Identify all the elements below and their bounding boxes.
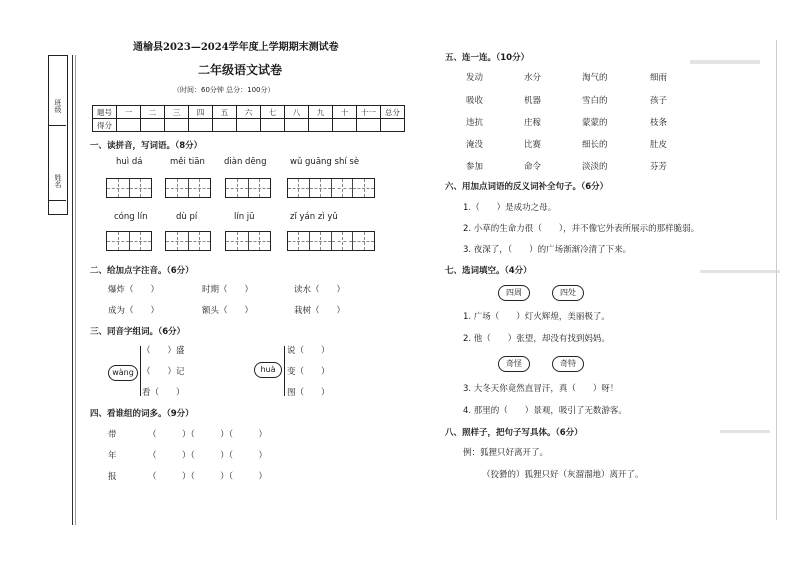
- score-cell[interactable]: [237, 119, 261, 132]
- table-cell: 十一: [357, 106, 381, 119]
- pinyin-cloud: wàng: [108, 365, 138, 381]
- score-cell[interactable]: [213, 119, 237, 132]
- brace: [284, 346, 285, 396]
- q6-item[interactable]: 2. 小草的生命力很（ ），并不像它外表所展示的那样脆弱。: [463, 224, 700, 234]
- q5-col4[interactable]: 肚皮: [650, 140, 668, 150]
- q5-col3[interactable]: 雪白的: [582, 96, 608, 106]
- binding-class-label: 班级: [49, 86, 66, 126]
- table-cell: 九: [309, 106, 333, 119]
- table-cell: 六: [237, 106, 261, 119]
- school-title: 通榆县2023—2024学年度上学期期末测试卷: [133, 42, 339, 53]
- score-cell[interactable]: [117, 119, 141, 132]
- score-cell[interactable]: [261, 119, 285, 132]
- q4-title: 四、看谁组的词多。（9分）: [90, 409, 194, 419]
- right-edge-line: [776, 40, 777, 520]
- q5-col2[interactable]: 比赛: [524, 140, 542, 150]
- score-cell[interactable]: [333, 119, 357, 132]
- q7-item[interactable]: 4. 那里的（ ）景观，吸引了无数游客。: [463, 406, 627, 416]
- brace: [140, 346, 141, 396]
- writing-box[interactable]: [225, 178, 271, 198]
- q7-item[interactable]: 3. 大冬天你竟然直冒汗，真（ ）呀！: [463, 384, 619, 394]
- table-cell: 十: [333, 106, 357, 119]
- writing-box[interactable]: [106, 178, 152, 198]
- q5-col4[interactable]: 孩子: [650, 96, 668, 106]
- table-cell: 题号: [93, 106, 117, 119]
- binding-line: [72, 55, 73, 525]
- q4-char: 带: [108, 430, 117, 440]
- q5-col2[interactable]: 庄稼: [524, 118, 542, 128]
- score-table-header-row: [93, 106, 405, 119]
- q5-col1[interactable]: 吸收: [466, 96, 484, 106]
- score-cell[interactable]: [285, 119, 309, 132]
- q1-pinyin: dù pí: [176, 212, 198, 222]
- q5-col1[interactable]: 违抗: [466, 118, 484, 128]
- score-table: [92, 105, 405, 132]
- subject-title: 二年级语文试卷: [198, 63, 283, 77]
- q5-col1[interactable]: 参加: [466, 162, 484, 172]
- q3-item[interactable]: 看（ ）: [142, 388, 185, 398]
- q4-blanks[interactable]: （ ）（ ）（ ）: [148, 430, 268, 440]
- score-table-score-row: [93, 119, 405, 132]
- q2-item[interactable]: 栽树（ ）: [294, 306, 346, 316]
- q7-title: 七、选词填空。（4分）: [445, 266, 532, 276]
- q6-item[interactable]: 1.（ ）是成功之母。: [463, 203, 557, 213]
- q8-answer: （狡猾的）狐狸只好（灰溜溜地）离开了。: [482, 470, 644, 480]
- table-cell: 七: [261, 106, 285, 119]
- q7-item[interactable]: 1. 广场（ ）灯火辉煌，美丽极了。: [463, 312, 610, 322]
- binding-name-label: 姓名: [49, 161, 66, 201]
- score-cell[interactable]: [141, 119, 165, 132]
- q2-item[interactable]: 时期（ ）: [202, 285, 254, 295]
- q7-item[interactable]: 2. 他（ ）张望，却没有找到妈妈。: [463, 334, 610, 344]
- score-cell[interactable]: [189, 119, 213, 132]
- option-cloud: 四处: [552, 285, 584, 301]
- q4-blanks[interactable]: （ ）（ ）（ ）: [148, 472, 268, 482]
- table-cell: 三: [165, 106, 189, 119]
- table-cell: 得分: [93, 119, 117, 132]
- q3-item[interactable]: 说（ ）: [287, 346, 330, 356]
- q2-item[interactable]: 爆炸（ ）: [108, 285, 160, 295]
- q3-item[interactable]: （ ）盛: [142, 346, 185, 356]
- score-cell[interactable]: [309, 119, 333, 132]
- writing-box[interactable]: [106, 231, 152, 251]
- q2-item[interactable]: 成为（ ）: [108, 306, 160, 316]
- q5-col1[interactable]: 发动: [466, 73, 484, 83]
- q2-item[interactable]: 额头（ ）: [202, 306, 254, 316]
- q5-title: 五、连一连。（10分）: [445, 53, 530, 63]
- q3-item[interactable]: 变（ ）: [287, 367, 330, 377]
- q5-col1[interactable]: 淹没: [466, 140, 484, 150]
- table-cell: 二: [141, 106, 165, 119]
- q5-col2[interactable]: 水分: [524, 73, 542, 83]
- q5-col2[interactable]: 机器: [524, 96, 542, 106]
- pinyin-cloud: huà: [254, 362, 282, 378]
- writing-box[interactable]: [287, 178, 375, 198]
- table-cell: 五: [213, 106, 237, 119]
- q6-item[interactable]: 3. 夜深了，（ ）的广场渐渐冷清了下来。: [463, 245, 632, 255]
- score-cell[interactable]: [381, 119, 405, 132]
- q4-char: 年: [108, 451, 117, 461]
- q4-blanks[interactable]: （ ）（ ）（ ）: [148, 451, 268, 461]
- q5-col4[interactable]: 芬芳: [650, 162, 668, 172]
- q5-col4[interactable]: 细雨: [650, 73, 668, 83]
- q1-pinyin: zǐ yán zì yǔ: [290, 212, 338, 222]
- option-cloud: 四周: [498, 285, 530, 301]
- score-cell[interactable]: [165, 119, 189, 132]
- option-cloud: 奇怪: [498, 356, 530, 372]
- q1-pinyin: měi tiān: [170, 157, 205, 167]
- q8-title: 八、照样子，把句子写具体。（6分）: [445, 428, 583, 438]
- table-cell: 一: [117, 106, 141, 119]
- q1-pinyin: wǔ guāng shí sè: [290, 157, 360, 167]
- writing-box[interactable]: [165, 231, 211, 251]
- q1-pinyin: diàn dēng: [224, 157, 267, 167]
- q2-title: 二、给加点字注音。（6分）: [90, 266, 194, 276]
- bleed-mark: [700, 270, 780, 273]
- q1-pinyin: cóng lín: [114, 212, 148, 222]
- q5-col3[interactable]: 淡淡的: [582, 162, 608, 172]
- writing-box[interactable]: [287, 231, 375, 251]
- q1-pinyin: huì dá: [116, 157, 143, 167]
- q2-item[interactable]: 读水（ ）: [294, 285, 346, 295]
- q5-col2[interactable]: 命令: [524, 162, 542, 172]
- option-cloud: 奇特: [552, 356, 584, 372]
- q5-col3[interactable]: 细长的: [582, 140, 608, 150]
- q5-col3[interactable]: 蒙蒙的: [582, 118, 608, 128]
- q3-item[interactable]: 图（ ）: [287, 388, 330, 398]
- binding-line-dashed: [75, 55, 76, 525]
- q4-char: 报: [108, 472, 117, 482]
- q3-title: 三、同音字组词。（6分）: [90, 327, 186, 337]
- writing-box[interactable]: [225, 231, 271, 251]
- exam-info: （时间：60分钟 总分：100分）: [173, 86, 275, 94]
- q5-col4[interactable]: 枝条: [650, 118, 668, 128]
- writing-box[interactable]: [165, 178, 211, 198]
- q1-title: 一、读拼音，写词语。（8分）: [90, 141, 203, 151]
- bleed-mark: [690, 60, 760, 64]
- score-cell[interactable]: [357, 119, 381, 132]
- binding-strip: [48, 55, 68, 215]
- table-cell: 总分: [381, 106, 405, 119]
- table-cell: 八: [285, 106, 309, 119]
- q6-title: 六、用加点词语的反义词补全句子。（6分）: [445, 182, 609, 192]
- q5-col3[interactable]: 淘气的: [582, 73, 608, 83]
- bleed-mark: [720, 430, 770, 433]
- table-cell: 四: [189, 106, 213, 119]
- q1-pinyin: lín jū: [234, 212, 255, 222]
- q8-example: 例：狐狸只好离开了。: [463, 448, 549, 458]
- q3-item[interactable]: （ ）记: [142, 367, 185, 377]
